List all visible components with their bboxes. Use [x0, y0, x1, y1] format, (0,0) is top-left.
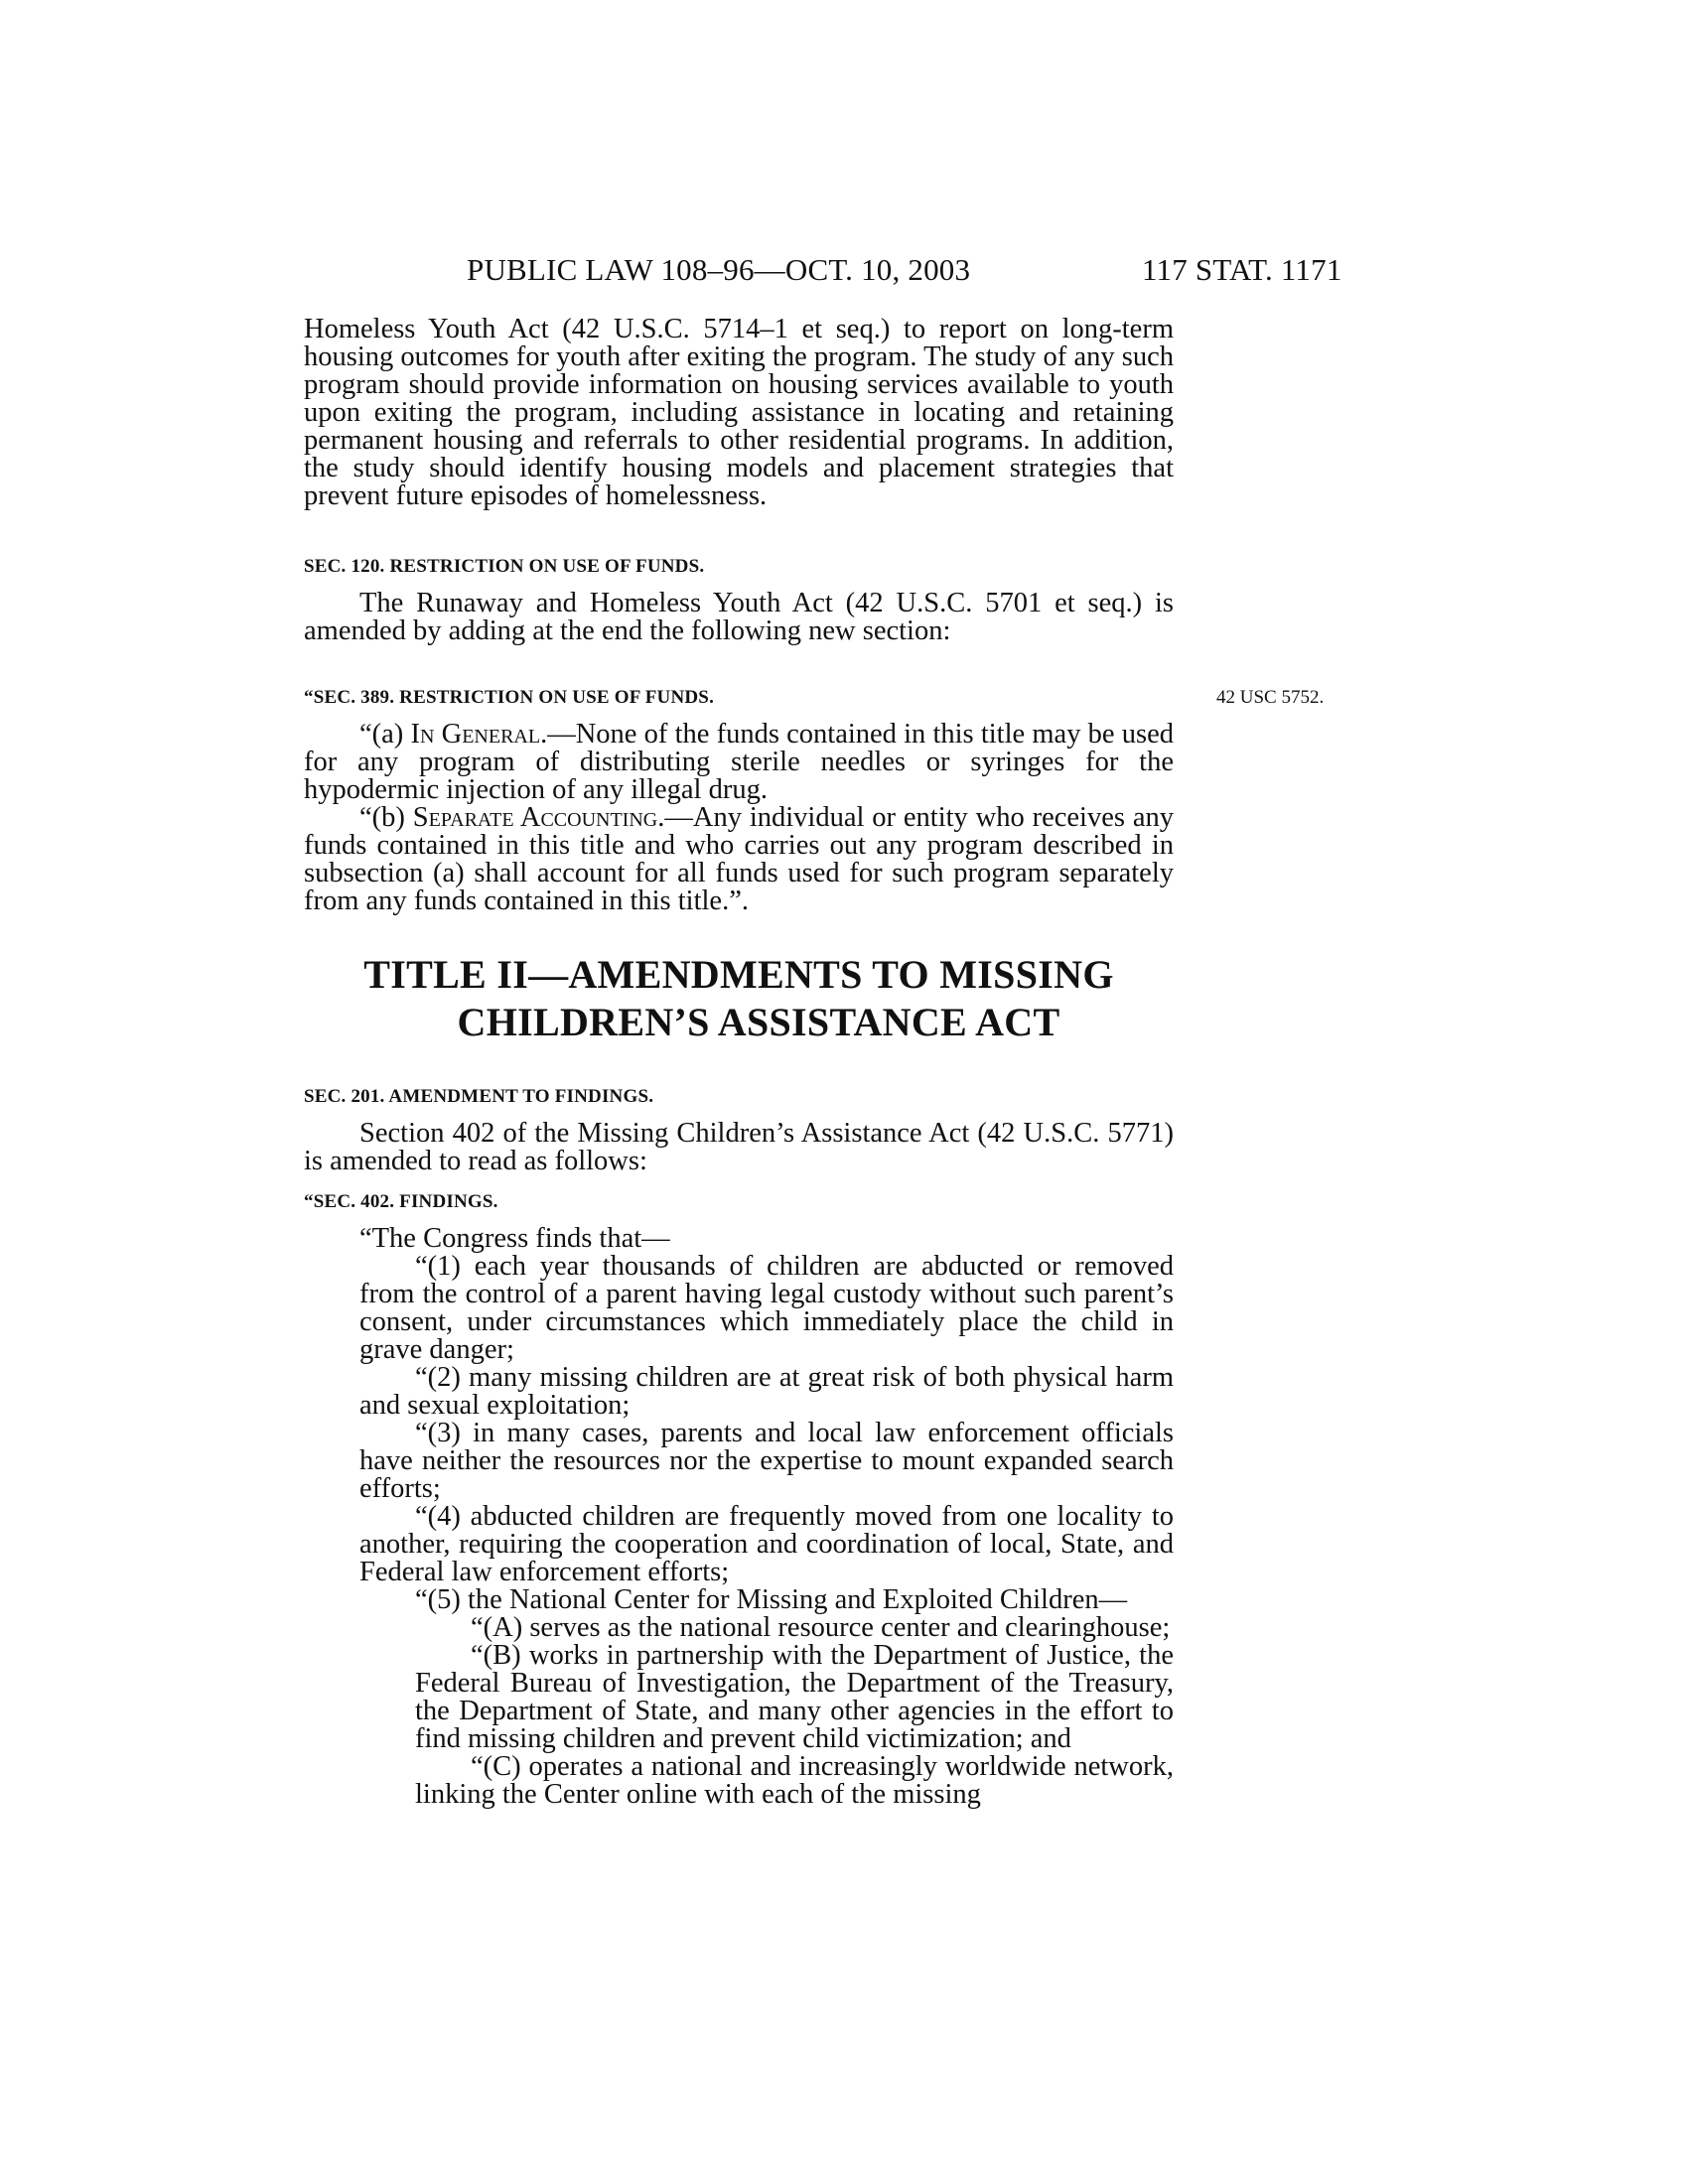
- finding-2: “(2) many missing children are at great risk of both physical harm and sexual exploitation;: [359, 1362, 1174, 1421]
- intro-paragraph: Homeless Youth Act (42 U.S.C. 5714–1 et seq.) to report on long-term housing outcomes for youth after exiting the program. The study of any such program should provide information on housing services available to youth upon exiting the program, including assistance in locating and retaining permanent housing and referrals to other residential programs. In addition, the study should identify housing models and placement strategies that prevent future episodes of homelessness.: [304, 314, 1174, 511]
- finding-3: “(3) in many cases, parents and local law enforcement officials have neither the resources nor the expertise to mount expanded search efforts;: [359, 1418, 1174, 1504]
- sec389-body: [304, 721, 1174, 915]
- sec201-heading: SEC. 201. AMENDMENT TO FINDINGS.: [304, 1086, 654, 1107]
- finding-1: “(1) each year thousands of children are abducted or removed from the control of a parent having legal custody without such parent’s consent, under circumstances which immediately place the child in grave danger;: [359, 1251, 1174, 1365]
- sec201-paragraph: Section 402 of the Missing Children’s Assistance Act (42 U.S.C. 5771) is amended to read as follows:: [304, 1118, 1174, 1176]
- finding-5-A: “(A) serves as the national resource center and clearinghouse;: [471, 1612, 1171, 1643]
- title-ii-line2: CHILDREN’S ASSISTANCE ACT: [457, 1000, 1060, 1044]
- sec389-subsection-a: “(a) In General.—None of the funds contained in this title may be used for any program of distributing sterile needles or syringes for the hypodermic injection of any illegal drug.: [304, 719, 1174, 805]
- sec389-heading: “SEC. 389. RESTRICTION ON USE OF FUNDS.: [304, 687, 715, 708]
- subsection-a-label: In General: [410, 719, 541, 750]
- sec120-heading: SEC. 120. RESTRICTION ON USE OF FUNDS.: [304, 556, 705, 577]
- running-header-stat: 117 STAT. 1171: [1142, 252, 1342, 287]
- running-header-title: PUBLIC LAW 108–96—OCT. 10, 2003: [467, 252, 971, 287]
- sec120-paragraph: The Runaway and Homeless Youth Act (42 U.S.C. 5701 et seq.) is amended by adding at the end the following new section:: [304, 588, 1174, 646]
- sec402-heading: “SEC. 402. FINDINGS.: [304, 1191, 498, 1212]
- margin-citation: 42 USC 5752.: [1216, 687, 1325, 708]
- title-ii-heading: [304, 951, 1174, 1046]
- title-ii-line1: TITLE II—AMENDMENTS TO MISSING: [363, 952, 1114, 997]
- finding-5: “(5) the National Center for Missing and Exploited Children—: [415, 1584, 1128, 1615]
- sec201-body: [304, 1120, 1174, 1175]
- intro-paragraph-block: [304, 316, 1174, 510]
- findings-intro: “The Congress finds that—: [359, 1223, 670, 1254]
- finding-4: “(4) abducted children are frequently moved from one locality to another, requiring the cooperation and coordination of local, State, and Federal law enforcement efforts;: [359, 1501, 1174, 1587]
- sec389-subsection-b: “(b) Separate Accounting.—Any individual or entity who receives any funds contained in this title and who carries out any program described in subsection (a) shall account for all funds used for such program separately from any funds contained in this title.”.: [304, 802, 1174, 916]
- sec402-body: [304, 1225, 1174, 1809]
- finding-5-B: “(B) works in partnership with the Department of Justice, the Federal Bureau of Investigation, the Department of the Treasury, the Department of State, and many other agencies in the effort to find missing children and prevent child victimization; and: [415, 1640, 1174, 1754]
- subsection-b-label: Separate Accounting: [412, 802, 658, 833]
- sec120-body: [304, 590, 1174, 645]
- finding-5-C: “(C) operates a national and increasingly worldwide network, linking the Center online with each of the missing: [415, 1751, 1174, 1810]
